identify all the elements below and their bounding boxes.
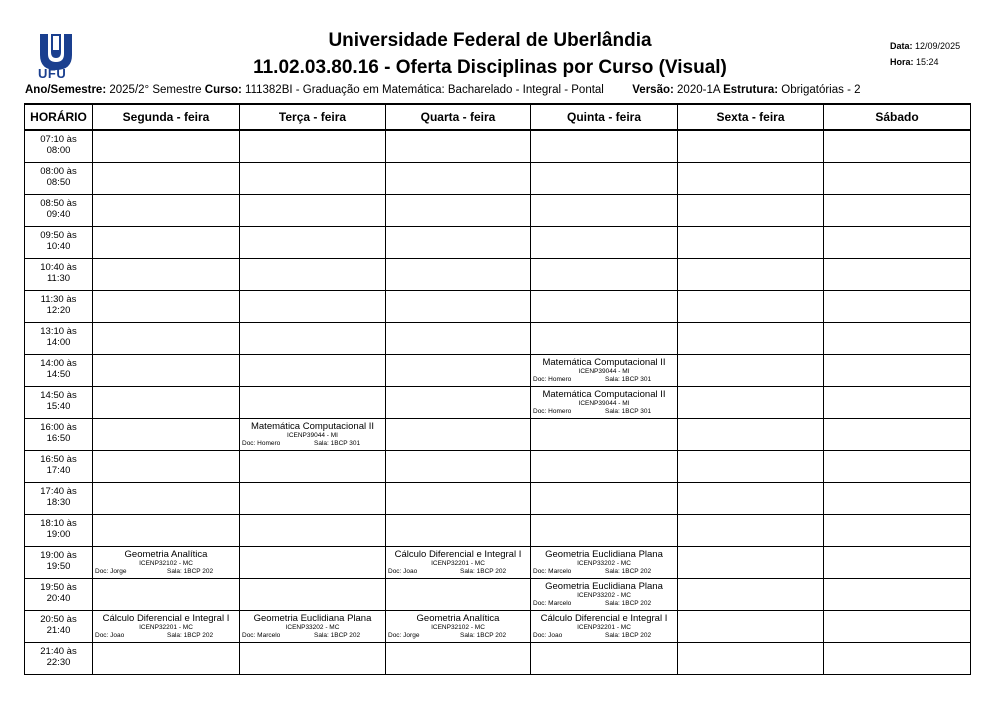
class-code: ICENP32201 - MC [139,624,193,631]
schedule-cell [678,227,824,259]
schedule-cell [93,419,240,451]
class-room: Sala: 1BCP 301 [605,376,652,383]
class-name: Matemática Computacional II [250,421,375,432]
time-slot [25,611,93,643]
class-name: Geometria Euclidiana Plana [545,581,663,592]
schedule-cell [93,195,240,227]
header-quinta: Quinta - feira [531,104,678,130]
schedule-cell [386,515,531,547]
class-entry [240,611,385,641]
table-row [25,451,971,483]
table-row [25,195,971,227]
schedule-cell [531,643,678,675]
schedule-cell [240,291,386,323]
class-name: Geometria Euclidiana Plana [545,549,663,560]
class-room: Sala: 1BCP 202 [167,632,214,639]
time-label: Hora: [890,57,914,67]
schedule-cell [93,515,240,547]
schedule-cell [386,323,531,355]
schedule-cell [531,483,678,515]
time-end: 09:40 [46,209,71,220]
schedule-cell [240,355,386,387]
time-end: 11:30 [46,273,71,284]
class-entry [93,547,239,577]
header-quarta: Quarta - feira [386,104,531,130]
schedule-cell [824,611,971,643]
schedule-cell [824,195,971,227]
class-teacher: Doc: Joao [95,632,125,639]
schedule-cell [824,643,971,675]
class-entry [531,579,677,609]
course-info [25,84,861,96]
class-name: Matemática Computacional II [542,357,666,368]
schedule-cell [824,130,971,163]
class-name: Cálculo Diferencial e Integral I [102,613,230,624]
time-slot [25,323,93,355]
class-room: Sala: 1BCP 301 [314,440,361,447]
class-room: Sala: 1BCP 202 [460,568,507,575]
schedule-cell [93,451,240,483]
schedule-cell [678,355,824,387]
schedule-cell [240,195,386,227]
schedule-cell [240,419,386,451]
header-sabado: Sábado [824,104,971,130]
schedule-cell [240,227,386,259]
schedule-cell [240,387,386,419]
schedule-cell [386,611,531,643]
schedule-cell [824,227,971,259]
time-slot [25,547,93,579]
schedule-cell [824,387,971,419]
report-date [890,41,960,51]
schedule-cell [93,387,240,419]
time-start: 20:50 às [40,614,77,625]
time-value: 15:24 [916,57,939,67]
time-end: 16:50 [46,433,71,444]
schedule-cell [824,515,971,547]
schedule-cell [93,483,240,515]
class-code: ICENP32102 - MC [139,560,193,567]
schedule-cell [386,387,531,419]
table-row [25,163,971,195]
time-end: 17:40 [46,465,71,476]
class-teacher: Doc: Marcelo [242,632,281,639]
schedule-cell [386,195,531,227]
class-code: ICENP39044 - MI [578,400,630,407]
time-slot [25,643,93,675]
time-end: 15:40 [46,401,71,412]
time-slot [25,227,93,259]
time-slot [25,291,93,323]
schedule-cell [824,355,971,387]
class-teacher: Doc: Joao [388,568,418,575]
schedule-cell [240,130,386,163]
class-code: ICENP33202 - MC [577,592,631,599]
class-entry [386,547,530,577]
course-label: Curso: [204,84,242,96]
schedule-cell [93,611,240,643]
schedule-cell [93,291,240,323]
time-slot [25,387,93,419]
time-start: 08:00 às [40,166,77,177]
time-end: 19:00 [46,529,71,540]
semester-value: 2025/2° Semestre [109,84,202,96]
time-start: 18:10 às [40,518,77,529]
class-entry [93,611,239,641]
class-room: Sala: 1BCP 202 [314,632,361,639]
schedule-cell [531,515,678,547]
class-name: Geometria Analítica [416,613,500,624]
schedule-cell [386,291,531,323]
schedule-cell [531,451,678,483]
version-label: Versão: [632,84,674,96]
schedule-cell [531,579,678,611]
schedule-cell [386,419,531,451]
class-code: ICENP33202 - MC [577,560,631,567]
time-slot [25,419,93,451]
schedule-cell [240,579,386,611]
time-start: 19:00 às [40,550,77,561]
class-teacher: Doc: Marcelo [533,568,572,575]
schedule-cell [93,579,240,611]
schedule-cell [678,291,824,323]
version-value: 2020-1A [677,84,720,96]
class-room: Sala: 1BCP 202 [167,568,214,575]
time-end: 18:30 [46,497,71,508]
schedule-cell [240,547,386,579]
table-row [25,227,971,259]
class-entry [386,611,530,641]
schedule-cell [678,419,824,451]
header-terca: Terça - feira [240,104,386,130]
table-row [25,579,971,611]
time-start: 16:00 às [40,422,77,433]
schedule-cell [240,323,386,355]
class-room: Sala: 1BCP 301 [605,408,652,415]
class-code: ICENP32201 - MC [431,560,485,567]
class-teacher: Doc: Homero [533,408,572,415]
table-row [25,355,971,387]
table-row [25,643,971,675]
schedule-cell [678,323,824,355]
schedule-cell [240,259,386,291]
course-value: 111382BI - Graduação em Matemática: Bacharelado - Integral - Pontal [245,84,604,96]
schedule-cell [531,291,678,323]
schedule-cell [678,451,824,483]
table-row [25,291,971,323]
schedule-cell [824,451,971,483]
class-code: ICENP39044 - MI [287,432,338,439]
class-entry [531,547,677,577]
schedule-cell [240,483,386,515]
schedule-cell [678,259,824,291]
class-room: Sala: 1BCP 202 [460,632,507,639]
schedule-cell [386,227,531,259]
schedule-cell [386,130,531,163]
schedule-cell [531,323,678,355]
time-start: 17:40 às [40,486,77,497]
class-room: Sala: 1BCP 202 [605,568,652,575]
schedule-cell [824,163,971,195]
time-end: 21:40 [46,625,71,636]
table-row [25,387,971,419]
structure-label: Estrutura: [723,84,779,96]
time-start: 10:40 às [40,262,77,273]
class-name: Geometria Analítica [124,549,208,560]
date-value: 12/09/2025 [915,41,961,51]
schedule-cell [240,451,386,483]
class-code: ICENP33202 - MC [285,624,340,631]
schedule-cell [240,643,386,675]
schedule-cell [93,163,240,195]
schedule-table [24,103,971,675]
schedule-cell [386,163,531,195]
time-end: 12:20 [46,305,71,316]
class-teacher: Doc: Joao [533,632,563,639]
schedule-cell [531,130,678,163]
schedule-cell [678,515,824,547]
time-start: 09:50 às [40,230,77,241]
schedule-cell [531,611,678,643]
class-entry [240,419,385,449]
report-title: 11.02.03.80.16 - Oferta Disciplinas por Curso (Visual) [253,57,727,78]
class-code: ICENP32102 - MC [431,624,485,631]
time-start: 19:50 às [40,582,77,593]
schedule-cell [531,547,678,579]
time-slot [25,515,93,547]
schedule-cell [386,579,531,611]
schedule-cell [531,259,678,291]
class-room: Sala: 1BCP 202 [605,632,652,639]
time-slot [25,195,93,227]
table-row [25,323,971,355]
schedule-cell [386,547,531,579]
class-name: Cálculo Diferencial e Integral I [394,549,522,560]
header-sexta: Sexta - feira [678,104,824,130]
time-end: 10:40 [46,241,71,252]
schedule-cell [824,483,971,515]
semester-label: Ano/Semestre: [25,84,107,96]
class-code: ICENP39044 - MI [578,368,630,375]
schedule-cell [93,259,240,291]
schedule-cell [678,387,824,419]
class-teacher: Doc: Homero [242,440,281,447]
schedule-cell [678,643,824,675]
time-start: 21:40 às [40,646,77,657]
time-end: 22:30 [46,657,71,668]
page-title: Universidade Federal de Uberlândia [328,30,652,51]
time-slot [25,130,93,163]
table-row [25,419,971,451]
schedule-cell [678,483,824,515]
table-row [25,130,971,163]
class-name: Geometria Euclidiana Plana [253,613,372,624]
class-teacher: Doc: Homero [533,376,572,383]
time-slot [25,163,93,195]
schedule-cell [386,451,531,483]
time-start: 16:50 às [40,454,77,465]
schedule-cell [678,547,824,579]
header-segunda: Segunda - feira [93,104,240,130]
table-row [25,611,971,643]
schedule-cell [386,483,531,515]
time-slot [25,355,93,387]
header-horario: HORÁRIO [25,104,93,130]
schedule-cell [824,579,971,611]
schedule-cell [678,195,824,227]
class-teacher: Doc: Jorge [388,632,420,639]
schedule-cell [678,163,824,195]
schedule-cell [93,547,240,579]
schedule-cell [824,547,971,579]
schedule-cell [531,355,678,387]
schedule-cell [240,163,386,195]
schedule-cell [678,579,824,611]
structure-value: Obrigatórias - 2 [781,84,861,96]
table-row [25,515,971,547]
logo-text: UFU [38,66,67,81]
report-time [890,57,939,67]
class-room: Sala: 1BCP 202 [605,600,652,607]
time-end: 19:50 [46,561,71,572]
time-end: 20:40 [46,593,71,604]
schedule-cell [531,387,678,419]
schedule-cell [678,611,824,643]
schedule-header-row [25,104,971,130]
table-row [25,483,971,515]
schedule-cell [531,163,678,195]
time-end: 08:00 [46,145,71,156]
schedule-cell [240,515,386,547]
schedule-cell [386,259,531,291]
class-entry [531,611,677,641]
schedule-cell [824,259,971,291]
time-slot [25,579,93,611]
time-end: 08:50 [46,177,71,188]
class-teacher: Doc: Jorge [95,568,127,575]
time-start: 07:10 às [40,134,77,145]
time-end: 14:50 [46,369,71,380]
schedule-cell [531,419,678,451]
class-code: ICENP32201 - MC [577,624,631,631]
time-slot [25,259,93,291]
schedule-cell [824,323,971,355]
date-label: Data: [890,41,913,51]
schedule-body [25,130,971,675]
class-entry [531,387,677,417]
time-start: 14:50 às [40,390,77,401]
schedule-cell [93,130,240,163]
table-row [25,259,971,291]
schedule-cell [531,195,678,227]
schedule-cell [386,355,531,387]
time-end: 14:00 [46,337,71,348]
class-entry [531,355,677,385]
schedule-cell [678,130,824,163]
class-teacher: Doc: Marcelo [533,600,572,607]
class-name: Matemática Computacional II [542,389,666,400]
schedule-cell [531,227,678,259]
schedule-cell [93,227,240,259]
time-start: 14:00 às [40,358,77,369]
time-start: 08:50 às [40,198,77,209]
schedule-cell [93,323,240,355]
time-slot [25,483,93,515]
schedule-cell [824,419,971,451]
time-start: 13:10 às [40,326,77,337]
schedule-cell [240,611,386,643]
class-name: Cálculo Diferencial e Integral I [540,613,668,624]
table-row [25,547,971,579]
schedule-cell [93,355,240,387]
schedule-cell [824,291,971,323]
schedule-cell [386,643,531,675]
time-start: 11:30 às [40,294,77,305]
schedule-cell [93,643,240,675]
time-slot [25,451,93,483]
